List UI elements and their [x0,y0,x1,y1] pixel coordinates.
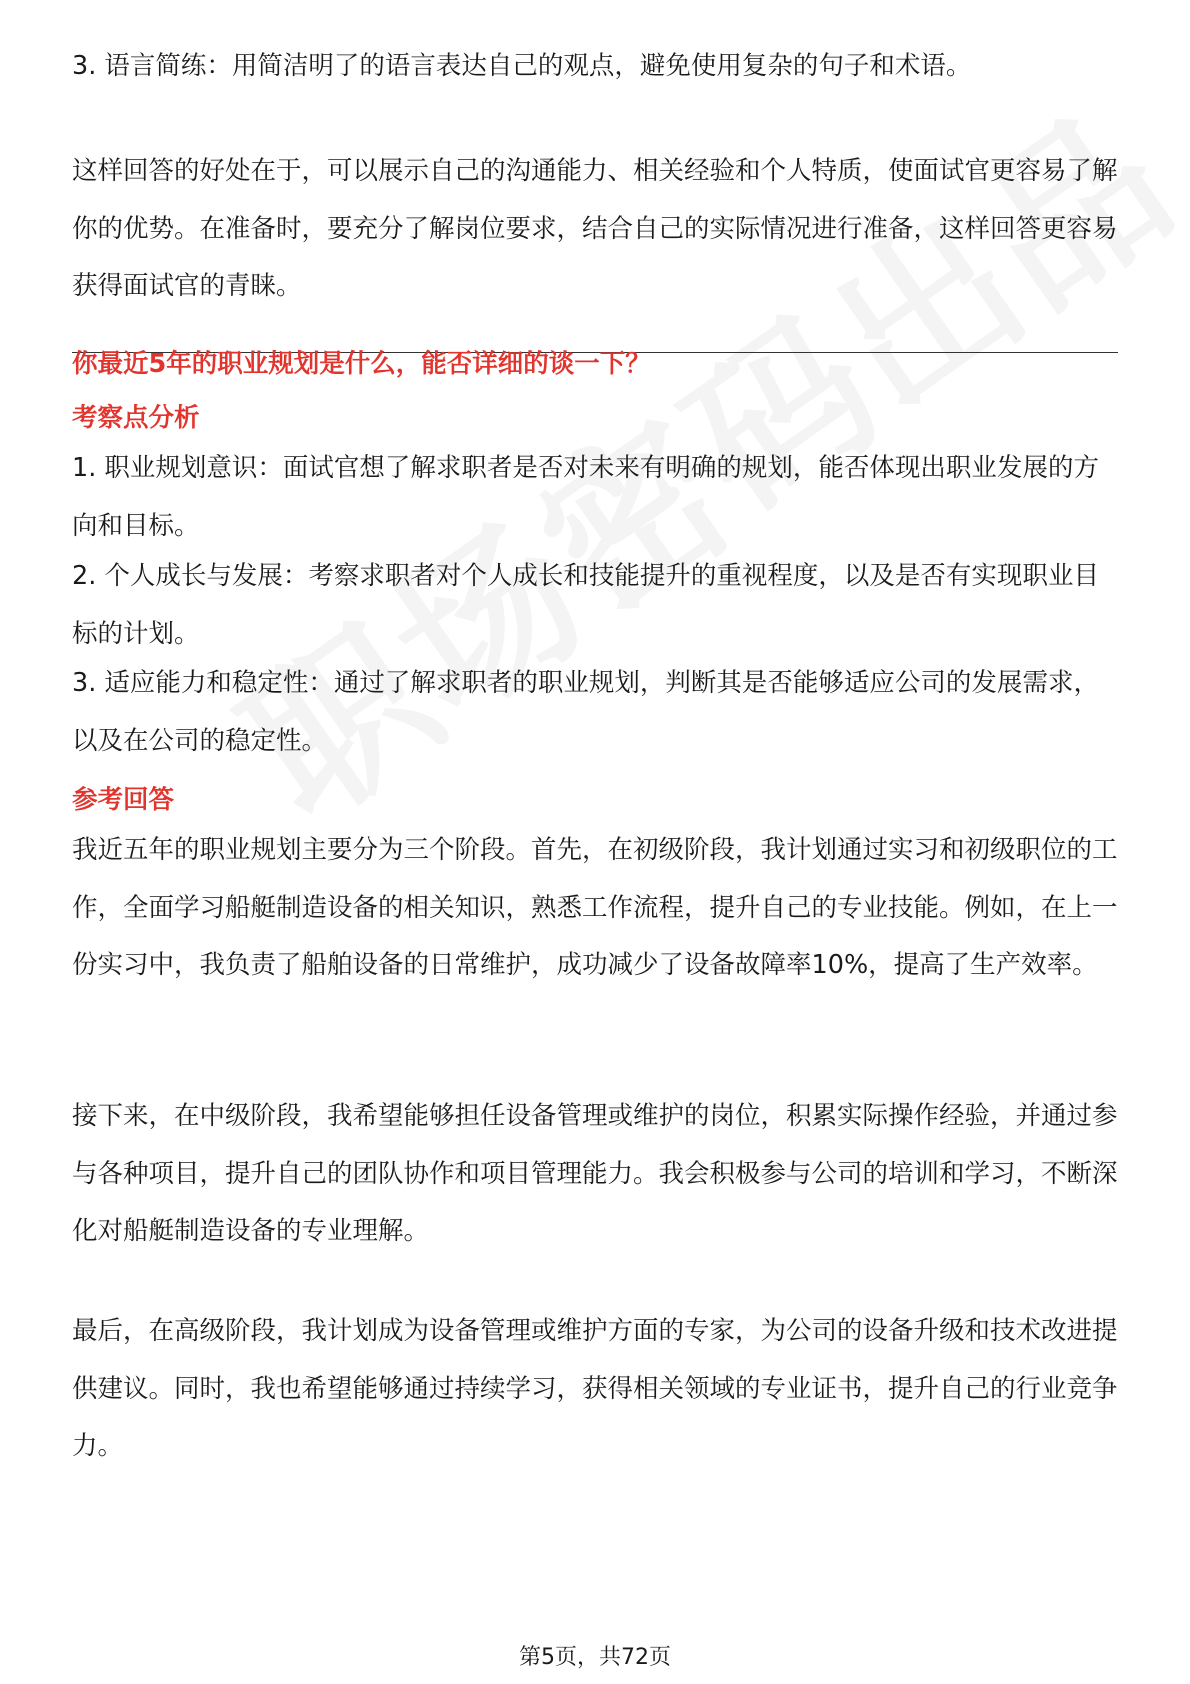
analysis-heading: 考察点分析 [72,403,200,433]
answer-paragraph-2: 接下来，在中级阶段，我希望能够担任设备管理或维护的岗位，积累实际操作经验，并通过参与各种项目，提升自己的团队协作和项目管理能力。我会积极参与公司的培训和学习，不断深化对船艇制造设备的专业理解。 [72,1101,1118,1247]
answer-paragraph-3: 最后，在高级阶段，我计划成为设备管理或维护方面的专家，为公司的设备升级和技术改进提供建议。同时，我也希望能够通过持续学习，获得相关领域的专业证书，提升自己的行业竞争力。 [72,1316,1118,1462]
analysis-item-3: 3. 适应能力和稳定性：通过了解求职者的职业规划，判断其是否能够适应公司的发展需求，以及在公司的稳定性。 [72,668,1099,756]
page-number: 第5页，共72页 [519,1645,671,1670]
document-page [72,0,1118,1684]
top-item-3: 3. 语言简练：用简洁明了的语言表达自己的观点，避免使用复杂的句子和术语。 [72,51,972,81]
summary-paragraph: 这样回答的好处在于，可以展示自己的沟通能力、相关经验和个人特质，使面试官更容易了解你的优势。在准备时，要充分了解岗位要求，结合自己的实际情况进行准备，这样回答更容易获得面试官的青睐。 [72,156,1118,302]
answer-heading: 参考回答 [72,785,175,815]
analysis-item-1: 1. 职业规划意识：面试官想了解求职者是否对未来有明确的规划，能否体现出职业发展的方向和目标。 [72,453,1099,541]
analysis-item-2: 2. 个人成长与发展：考察求职者对个人成长和技能提升的重视程度，以及是否有实现职业目标的计划。 [72,561,1099,649]
answer-paragraph-1: 我近五年的职业规划主要分为三个阶段。首先，在初级阶段，我计划通过实习和初级职位的工作，全面学习船艇制造设备的相关知识，熟悉工作流程，提升自己的专业技能。例如，在上一份实习中，我负责了船舶设备的日常维护，成功减少了设备故障率10%，提高了生产效率。 [72,835,1118,981]
question-title: 你最近5年的职业规划是什么，能否详细的谈一下？ [72,349,651,379]
